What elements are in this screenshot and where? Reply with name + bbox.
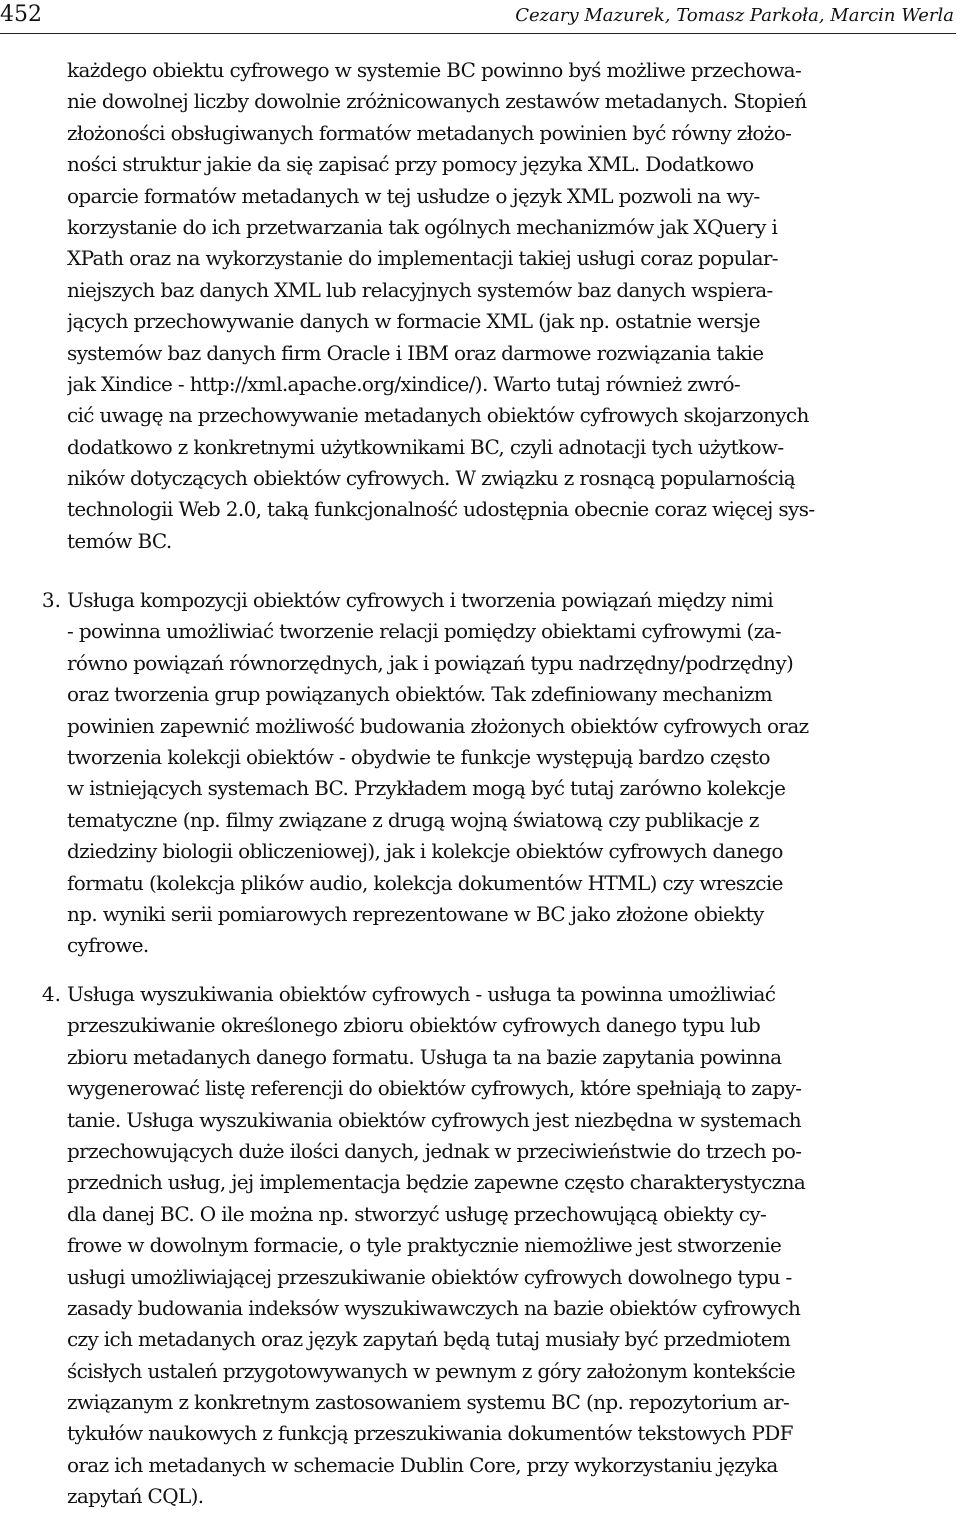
body-paragraph (67, 55, 955, 557)
text-line: ności struktur jakie da się zapisać przy pomocy języka XML. Dodatkowo (67, 152, 754, 177)
text-line: frowe w dowolnym formacie, o tyle praktycznie niemożliwe jest stworzenie (67, 1233, 782, 1258)
text-line: tykułów naukowych z funkcją przeszukiwania dokumentów tekstowych PDF (67, 1421, 793, 1446)
text-line: w istniejących systemach BC. Przykładem mogą być tutaj zarówno kolekcje (67, 776, 786, 801)
text-line: technologii Web 2.0, taką funkcjonalność udostępnia obecnie coraz więcej sys- (67, 497, 815, 522)
text-line: temów BC. (67, 528, 172, 553)
text-line: cić uwagę na przechowywanie metadanych obiektów cyfrowych skojarzonych (67, 403, 809, 428)
text-line: systemów baz danych firm Oracle i IBM oraz darmowe rozwiązania takie (67, 340, 764, 365)
text-line: niejszych baz danych XML lub relacyjnych systemów baz danych wspiera- (67, 277, 773, 302)
text-line: Usługa wyszukiwania obiektów cyfrowych - usługa ta powinna umożliwiać (67, 982, 776, 1006)
text-line: jących przechowywanie danych w formacie XML (jak np. ostatnie wersje (67, 309, 760, 334)
text-line: tematyczne (np. filmy związane z drugą wojną światową czy publikacje z (67, 807, 759, 832)
text-line: ników dotyczących obiektów cyfrowych. W związku z rosnącą popularnością (67, 466, 795, 491)
text-line: dla danej BC. O ile można np. stworzyć usługę przechowującą obiekty cy- (67, 1201, 767, 1226)
text-line: np. wyniki serii pomiarowych reprezentowane w BC jako złożone obiekty (67, 901, 764, 926)
header-rule (0, 33, 956, 34)
text-line: jak Xindice - http://xml.apache.org/xindice/). Warto tutaj również zwró- (67, 371, 741, 396)
text-line: przednich usług, jej implementacja będzie zapewne często charakterystyczna (67, 1170, 806, 1195)
text-line: zasady budowania indeksów wyszukiwawczych na bazie obiektów cyfrowych (67, 1295, 801, 1320)
list-item-number: 4. (41, 982, 61, 1006)
text-line: złożoności obsługiwanych formatów metadanych powinien być równy złożo- (67, 120, 792, 145)
text-line: oparcie formatów metadanych w tej usłudze o język XML pozwoli na wy- (67, 183, 760, 208)
text-line: przechowujących duże ilości danych, jednak w przeciwieństwie do trzech po- (67, 1138, 802, 1163)
text-line: - powinna umożliwiać tworzenie relacji pomiędzy obiektami cyfrowymi (za- (67, 619, 781, 644)
list-item (41, 979, 955, 1513)
text-line: czy ich metadanych oraz język zapytań będą tutaj musiały być przedmiotem (67, 1327, 791, 1352)
text-line: cyfrowe. (67, 933, 149, 958)
text-line: zapytań CQL). (67, 1484, 204, 1509)
text-line: oraz tworzenia grup powiązanych obiektów. Tak zdefiniowany mechanizm (67, 682, 773, 707)
text-line: dziedziny biologii obliczeniowej), jak i kolekcje obiektów cyfrowych danego (67, 839, 783, 864)
running-head-authors: Cezary Mazurek, Tomasz Parkoła, Marcin Werla (515, 5, 954, 26)
list-item (41, 585, 955, 962)
text-line: tworzenia kolekcji obiektów - obydwie te funkcje występują bardzo często (67, 744, 770, 769)
text-line: dodatkowo z konkretnymi użytkownikami BC, czyli adnotacji tych użytkow- (67, 434, 784, 459)
text-line: przeszukiwanie określonego zbioru obiektów cyfrowych danego typu lub (67, 1013, 761, 1038)
text-line: zbioru metadanych danego formatu. Usługa ta na bazie zapytania powinna (67, 1044, 782, 1069)
text-line: XPath oraz na wykorzystanie do implementacji takiej usługi coraz popular- (67, 246, 778, 271)
text-line: oraz ich metadanych w schemacie Dublin Core, przy wykorzystaniu języka (67, 1452, 778, 1477)
text-line: równo powiązań równorzędnych, jak i powiązań typu nadrzędny/podrzędny) (67, 650, 794, 675)
text-line: korzystanie do ich przetwarzania tak ogólnych mechanizmów jak XQuery i (67, 214, 778, 239)
text-line: Usługa kompozycji obiektów cyfrowych i tworzenia powiązań między nimi (67, 588, 774, 612)
page-header (0, 0, 960, 34)
text-line: wygenerować listę referencji do obiektów cyfrowych, które spełniają to zapy- (67, 1076, 802, 1101)
text-line: związanym z konkretnym zastosowaniem systemu BC (np. repozytorium ar- (67, 1390, 790, 1415)
text-line: usługi umożliwiającej przeszukiwanie obiektów cyfrowych dowolnego typu - (67, 1264, 792, 1289)
text-line: formatu (kolekcja plików audio, kolekcja dokumentów HTML) czy wreszcie (67, 870, 783, 895)
text-line: każdego obiektu cyfrowego w systemie BC powinno byś możliwe przechowa- (67, 58, 802, 82)
list-item-number: 3. (41, 588, 61, 612)
text-line: nie dowolnej liczby dowolnie zróżnicowanych zestawów metadanych. Stopień (67, 89, 807, 114)
text-line: ścisłych ustaleń przygotowywanych w pewnym z góry założonym kontekście (67, 1358, 796, 1383)
page-number: 452 (0, 2, 42, 27)
text-line: powinien zapewnić możliwość budowania złożonych obiektów cyfrowych oraz (67, 713, 809, 738)
text-line: tanie. Usługa wyszukiwania obiektów cyfrowych jest niezbędna w systemach (67, 1107, 801, 1132)
